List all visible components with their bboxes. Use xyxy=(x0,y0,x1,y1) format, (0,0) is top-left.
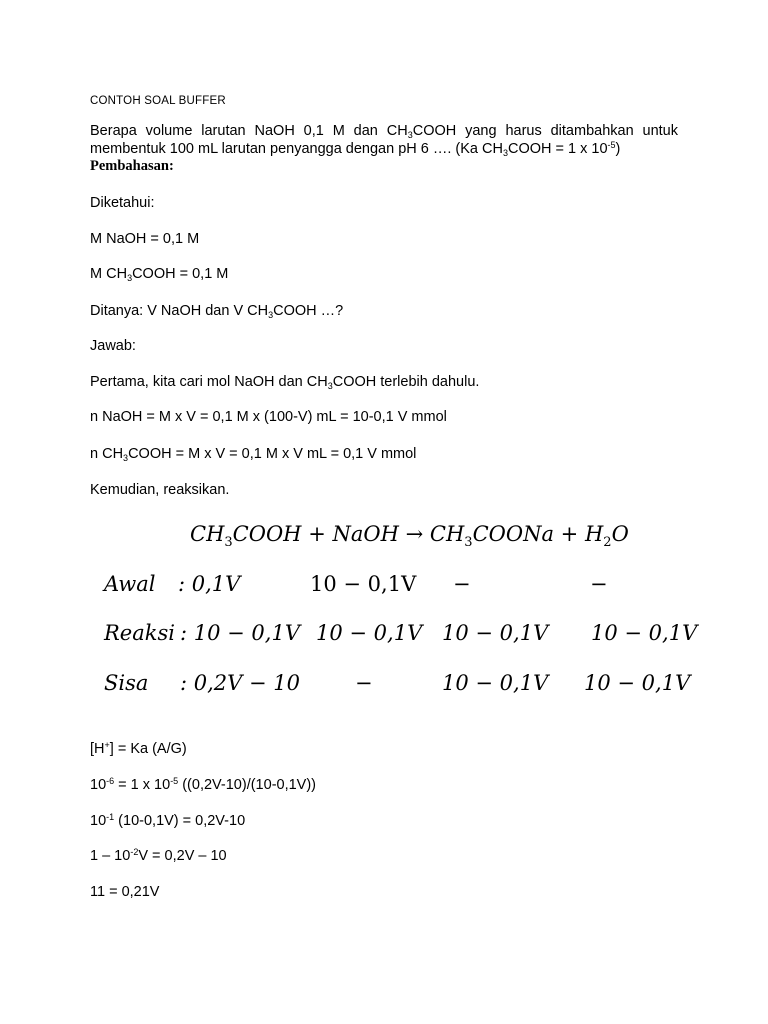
question-paragraph xyxy=(90,122,678,158)
m-ch3cooh-line xyxy=(90,266,228,282)
pertama-sub: 3 xyxy=(327,381,333,391)
document-heading: CONTOH SOAL BUFFER xyxy=(90,95,226,107)
question-sup-1: -5 xyxy=(607,140,616,150)
row-awal-label: Awal xyxy=(104,572,156,596)
eq2-b: = 1 x 10 xyxy=(114,777,171,793)
row-awal-col3: − xyxy=(453,572,471,596)
n-ch3cooh-line xyxy=(90,446,416,462)
ditanya-a: Ditanya: V NaOH dan V CH xyxy=(90,303,269,319)
row-reaksi-label: Reaksi xyxy=(104,621,175,645)
kemudian-line: Kemudian, reaksikan. xyxy=(90,482,230,498)
row-reaksi-col1: : 10 − 0,1V xyxy=(180,621,300,645)
reaction-o: O xyxy=(611,522,629,546)
row-reaksi-col3: 10 − 0,1V xyxy=(442,621,549,645)
reaction-equation xyxy=(190,522,629,550)
eq4-b: V = 0,2V – 10 xyxy=(138,848,227,864)
row-sisa-col4: 10 − 0,1V xyxy=(584,671,691,695)
eq3-b: (10-0,1V) = 0,2V-10 xyxy=(114,813,246,829)
equation-2 xyxy=(90,777,316,793)
ditanya-b: COOH …? xyxy=(273,303,344,319)
eq3-a: 10 xyxy=(90,813,107,829)
eq2-a: 10 xyxy=(90,777,107,793)
reaction-h: H xyxy=(584,522,604,546)
question-text-3: COOH = 1 x 10 xyxy=(507,141,608,157)
row-reaksi-col4: 10 − 0,1V xyxy=(591,621,698,645)
reaction-plus: + xyxy=(308,522,326,546)
pembahasan-heading: Pembahasan: xyxy=(90,158,174,174)
m-naoh-line: M NaOH = 0,1 M xyxy=(90,231,200,247)
row-sisa-col2: − xyxy=(355,671,373,695)
reaction-ch: CH xyxy=(190,522,225,546)
equation-4 xyxy=(90,848,227,864)
equation-1 xyxy=(90,741,187,757)
reaction-arrow: → xyxy=(405,522,424,546)
row-reaksi-col2: 10 − 0,1V xyxy=(316,621,423,645)
equation-3 xyxy=(90,813,245,829)
n-ch3cooh-b: COOH = M x V = 0,1 M x V mL = 0,1 V mmol xyxy=(128,446,417,462)
question-sub-2: 3 xyxy=(502,148,508,158)
eq1-sup: + xyxy=(104,740,110,750)
reaction-naoh: NaOH xyxy=(332,522,399,546)
eq1-b: ] = Ka (A/G) xyxy=(109,741,187,757)
row-sisa-label: Sisa xyxy=(104,671,149,695)
reaction-sub-3: 3 xyxy=(224,535,233,550)
ditanya-sub: 3 xyxy=(268,310,274,320)
row-awal-col4: − xyxy=(590,572,608,596)
row-sisa-col3: 10 − 0,1V xyxy=(442,671,549,695)
eq4-a: 1 – 10 xyxy=(90,848,131,864)
row-awal-col1: : 0,1V xyxy=(178,572,241,596)
question-text-4: ) xyxy=(615,141,621,157)
m-ch3cooh-b: COOH = 0,1 M xyxy=(132,266,229,282)
eq3-sup: -1 xyxy=(106,812,115,822)
jawab-line: Jawab: xyxy=(90,338,136,354)
eq2-c: ((0,2V-10)/(10-0,1V)) xyxy=(178,777,317,793)
n-ch3cooh-a: n CH xyxy=(90,446,124,462)
question-sub-1: 3 xyxy=(407,130,413,140)
reaction-sub-2: 2 xyxy=(603,535,612,550)
reaction-ch-2: CH xyxy=(429,522,465,546)
diketahui-line: Diketahui: xyxy=(90,195,155,211)
reaction-sub-3-b: 3 xyxy=(464,535,473,550)
equation-5: 11 = 0,21V xyxy=(90,884,160,900)
eq2-sup-2: -5 xyxy=(170,776,179,786)
reaction-coona: COONa xyxy=(472,522,554,546)
question-text-2: COOH yang harus ditambahkan untuk membentuk 100 mL larutan penyangga dengan pH 6 …. (Ka CH xyxy=(90,123,678,157)
pertama-a: Pertama, kita cari mol NaOH dan CH xyxy=(90,374,328,390)
eq2-sup-1: -6 xyxy=(106,776,115,786)
pertama-b: COOH terlebih dahulu. xyxy=(332,374,480,390)
pertama-line xyxy=(90,374,479,390)
row-awal-col2: 10 − 0,1V xyxy=(310,572,417,596)
eq4-sup: -2 xyxy=(130,847,139,857)
row-sisa-col1: : 0,2V − 10 xyxy=(180,671,300,695)
m-ch3cooh-a: M CH xyxy=(90,266,128,282)
n-ch3cooh-sub: 3 xyxy=(123,453,129,463)
n-naoh-line: n NaOH = M x V = 0,1 M x (100-V) mL = 10-0,1 V mmol xyxy=(90,409,447,425)
question-text-1: Berapa volume larutan NaOH 0,1 M dan CH xyxy=(90,123,408,139)
reaction-plus-2: + xyxy=(560,522,579,546)
m-ch3cooh-sub: 3 xyxy=(127,273,133,283)
eq1-a: [H xyxy=(90,741,105,757)
reaction-cooh: COOH xyxy=(232,522,302,546)
ditanya-line xyxy=(90,303,343,319)
